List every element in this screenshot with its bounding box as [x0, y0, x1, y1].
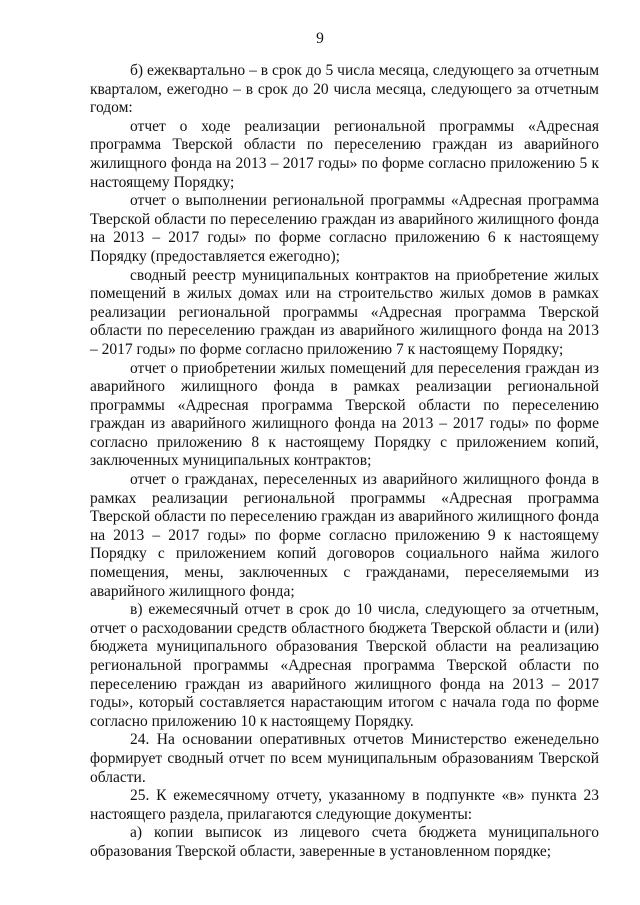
- paragraph-v-monthly: в) ежемесячный отчет в срок до 10 числа, следующего за отчетным, отчет о расходовании средств областного бюджета Тверской области и (или) бюджета муниципального образования Тверской области на реализацию региональной программы «Адресная программа Тверской области по переселению граждан из аварийного жилищного фонда на 2013 – 2017 годы», который составляется нарастающим итогом с начала года по форме согласно приложению 10 к настоящему Порядку.: [90, 601, 599, 730]
- paragraph-progress-report: отчет о ходе реализации региональной программы «Адресная программа Тверской области по переселению граждан из аварийного жилищного фонда на 2013 – 2017 годы» по форме согласно приложению 5 к настоящему Порядку;: [90, 117, 599, 191]
- paragraph-a-account-extracts: а) копии выписок из лицевого счета бюджета муниципального образования Тверской области, заверенные в установленном порядке;: [90, 824, 599, 860]
- paragraph-resettled-citizens-report: отчет о гражданах, переселенных из аварийного жилищного фонда в рамках реализации региональной программы «Адресная программа Тверской области по переселению граждан из аварийного жилищного фонда на 2013 – 2017 годы» по форме согласно приложению 9 к настоящему Порядку с приложением копий договоров социального найма жилого помещения, мены, заключенных с гражданами, переселяемыми из аварийного жилищного фонда;: [90, 471, 599, 600]
- paragraph-completion-report: отчет о выполнении региональной программы «Адресная программа Тверской области по переселению граждан из аварийного жилищного фонда на 2013 – 2017 годы» по форме согласно приложению 6 к настоящему Порядку (предоставляется ежегодно);: [90, 192, 599, 265]
- paragraph-25: 25. К ежемесячному отчету, указанному в подпункте «в» пункта 23 настоящего раздела, прилагаются следующие документы:: [90, 787, 599, 823]
- page-number: 9: [316, 30, 324, 47]
- paragraph-contracts-registry: сводный реестр муниципальных контрактов на приобретение жилых помещений в жилых домах или на строительство жилых домов в рамках реализации региональной программы «Адресная программа Тверской области по переселению граждан из аварийного жилищного фонда на 2013 – 2017 годы» по форме согласно приложению 7 к настоящему Порядку;: [90, 266, 599, 358]
- paragraph-b-quarterly: б) ежеквартально – в срок до 5 числа месяца, следующего за отчетным кварталом, ежегодно – в срок до 20 числа месяца, следующего за отчетным годом:: [90, 62, 599, 117]
- paragraph-acquisition-report: отчет о приобретении жилых помещений для переселения граждан из аварийного жилищного фонда в рамках реализации региональной программы «Адресная программа Тверской области по переселению граждан из аварийного жилищного фонда на 2013 – 2017 годы» по форме согласно приложению 8 к настоящему Порядку с приложением копий, заключенных муниципальных контрактов;: [90, 359, 599, 470]
- document-body: [90, 62, 599, 862]
- paragraph-24: 24. На основании оперативных отчетов Министерство еженедельно формирует сводный отчет по всем муниципальным образованиям Тверской области.: [90, 731, 599, 786]
